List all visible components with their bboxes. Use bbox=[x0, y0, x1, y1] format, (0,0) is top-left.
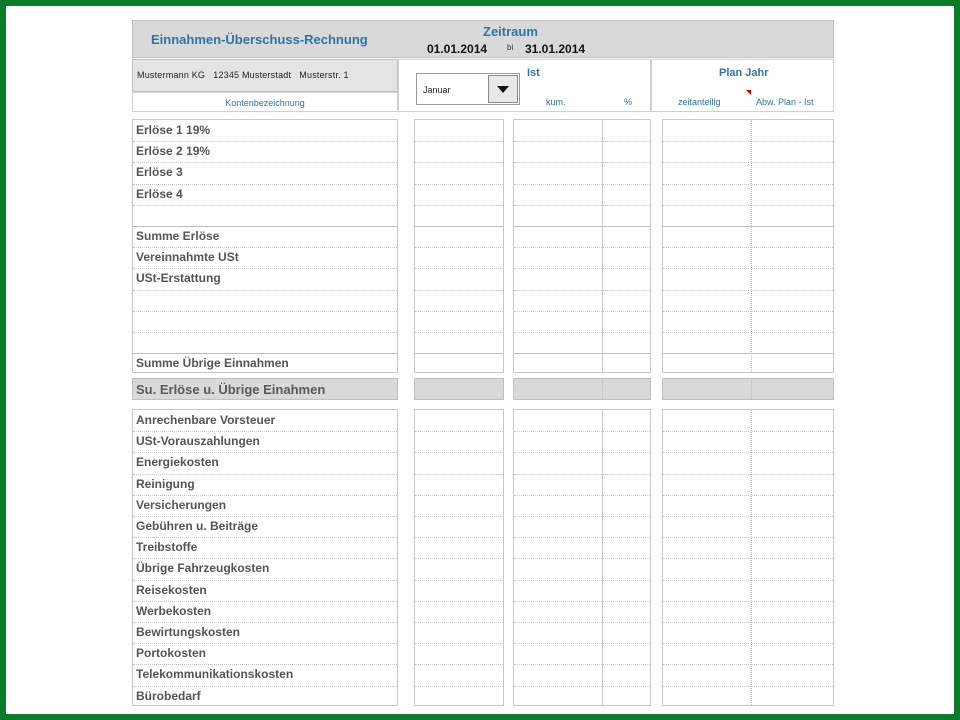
value-cell[interactable] bbox=[514, 452, 650, 473]
value-cell[interactable] bbox=[663, 622, 833, 643]
row-divider bbox=[133, 452, 397, 453]
value-cell[interactable] bbox=[514, 120, 650, 141]
value-cell[interactable] bbox=[663, 205, 833, 226]
row-divider bbox=[133, 311, 397, 312]
total-band-label-cell bbox=[132, 378, 398, 400]
row-divider bbox=[133, 353, 397, 354]
value-cell[interactable] bbox=[663, 268, 833, 289]
value-cell[interactable] bbox=[514, 247, 650, 268]
row-divider bbox=[133, 226, 397, 227]
kum-column bbox=[513, 409, 651, 706]
month-column bbox=[414, 119, 504, 373]
column-header-ist: Ist bbox=[527, 67, 540, 79]
row-divider bbox=[133, 332, 397, 333]
row-divider bbox=[133, 162, 397, 163]
row-divider bbox=[133, 141, 397, 142]
value-cell[interactable] bbox=[514, 537, 650, 558]
value-cell[interactable] bbox=[514, 141, 650, 162]
value-cell[interactable] bbox=[514, 410, 650, 431]
account-row-label[interactable]: Werbekosten bbox=[136, 603, 212, 618]
account-row-label[interactable]: Versicherungen bbox=[136, 497, 227, 512]
value-cell[interactable] bbox=[415, 268, 503, 289]
value-cell[interactable] bbox=[514, 622, 650, 643]
account-row-label[interactable]: Portokosten bbox=[136, 646, 207, 661]
value-cell[interactable] bbox=[415, 311, 503, 332]
account-row-label[interactable]: Übrige Fahrzeugkosten bbox=[136, 561, 270, 576]
kum-column bbox=[513, 119, 651, 373]
value-cell[interactable] bbox=[415, 226, 503, 247]
value-cell[interactable] bbox=[514, 268, 650, 289]
summary-row-label[interactable]: Summe Erlöse bbox=[136, 229, 220, 243]
month-column bbox=[414, 409, 504, 706]
month-dropdown[interactable] bbox=[416, 73, 520, 105]
value-cell[interactable] bbox=[415, 643, 503, 664]
column-header-kum: kum. bbox=[546, 97, 566, 107]
account-row-label[interactable]: Erlöse 4 bbox=[136, 186, 183, 201]
company-info bbox=[132, 59, 398, 92]
column-divider bbox=[751, 379, 752, 399]
date-separator: bi bbox=[507, 43, 514, 52]
value-cell[interactable] bbox=[514, 495, 650, 516]
value-cell[interactable] bbox=[415, 162, 503, 183]
value-cell[interactable] bbox=[663, 353, 833, 374]
value-cell[interactable] bbox=[415, 290, 503, 311]
value-cell[interactable] bbox=[514, 290, 650, 311]
value-cell[interactable] bbox=[415, 601, 503, 622]
row-divider bbox=[133, 686, 397, 687]
account-row-label[interactable]: Treibstoffe bbox=[136, 540, 198, 555]
row-divider bbox=[133, 247, 397, 248]
row-divider bbox=[133, 643, 397, 644]
value-cell[interactable] bbox=[663, 686, 833, 707]
total-band-cell[interactable] bbox=[513, 378, 651, 400]
value-cell[interactable] bbox=[514, 332, 650, 353]
row-divider bbox=[133, 516, 397, 517]
value-cell[interactable] bbox=[663, 643, 833, 664]
value-cell[interactable] bbox=[514, 580, 650, 601]
value-cell[interactable] bbox=[415, 580, 503, 601]
total-band-label: Su. Erlöse u. Übrige Einahmen bbox=[136, 382, 326, 397]
value-cell[interactable] bbox=[663, 537, 833, 558]
company-street: Musterstr. 1 bbox=[299, 70, 349, 80]
account-column bbox=[132, 119, 398, 373]
value-cell[interactable] bbox=[514, 205, 650, 226]
account-row-label[interactable]: Vereinnahmte USt bbox=[136, 250, 239, 265]
column-divider bbox=[602, 379, 603, 399]
value-cell[interactable] bbox=[415, 332, 503, 353]
row-divider bbox=[133, 474, 397, 475]
value-cell[interactable] bbox=[415, 622, 503, 643]
row-divider bbox=[133, 290, 397, 291]
value-cell[interactable] bbox=[415, 516, 503, 537]
value-cell[interactable] bbox=[415, 537, 503, 558]
row-divider bbox=[133, 580, 397, 581]
value-cell[interactable] bbox=[663, 120, 833, 141]
account-row-label[interactable]: Gebühren u. Beiträge bbox=[136, 519, 259, 533]
comment-indicator[interactable] bbox=[746, 90, 751, 95]
value-cell[interactable] bbox=[514, 558, 650, 579]
page-title: Einnahmen-Überschuss-Rechnung bbox=[151, 32, 368, 47]
value-cell[interactable] bbox=[415, 664, 503, 685]
column-header-percent: % bbox=[624, 97, 633, 107]
value-cell[interactable] bbox=[415, 247, 503, 268]
value-cell[interactable] bbox=[663, 410, 833, 431]
date-from-cell[interactable]: 01.01.2014 bbox=[427, 42, 488, 56]
row-divider bbox=[133, 268, 397, 269]
account-column bbox=[132, 409, 398, 706]
value-cell[interactable] bbox=[663, 495, 833, 516]
account-row-label[interactable]: Erlöse 1 19% bbox=[136, 123, 211, 137]
value-cell[interactable] bbox=[415, 141, 503, 162]
row-divider bbox=[133, 601, 397, 602]
account-row-label[interactable]: Energiekosten bbox=[136, 455, 219, 470]
value-cell[interactable] bbox=[663, 290, 833, 311]
value-cell[interactable] bbox=[514, 184, 650, 205]
value-cell[interactable] bbox=[415, 120, 503, 141]
value-cell[interactable] bbox=[514, 664, 650, 685]
column-header-abweichung: Abw. Plan - Ist bbox=[756, 97, 814, 107]
value-cell[interactable] bbox=[415, 686, 503, 707]
row-divider bbox=[133, 205, 397, 206]
account-row-label[interactable]: Erlöse 3 bbox=[136, 165, 183, 180]
account-row-label[interactable]: USt-Erstattung bbox=[136, 271, 221, 286]
row-divider bbox=[133, 622, 397, 623]
account-row-label[interactable]: Bürobedarf bbox=[136, 688, 201, 703]
chevron-down-icon bbox=[497, 86, 509, 93]
value-cell[interactable] bbox=[415, 205, 503, 226]
value-cell[interactable] bbox=[663, 332, 833, 353]
row-divider bbox=[133, 537, 397, 538]
row-divider bbox=[133, 495, 397, 496]
value-cell[interactable] bbox=[514, 226, 650, 247]
company-city: 12345 Musterstadt bbox=[213, 70, 292, 80]
value-cell[interactable] bbox=[514, 516, 650, 537]
column-header-zeitanteilig: zeitanteilig bbox=[678, 97, 721, 107]
value-cell[interactable] bbox=[663, 664, 833, 685]
value-cell[interactable] bbox=[663, 452, 833, 473]
value-cell[interactable] bbox=[415, 184, 503, 205]
value-cell[interactable] bbox=[415, 452, 503, 473]
value-cell[interactable] bbox=[415, 474, 503, 495]
plan-column bbox=[662, 409, 834, 706]
row-divider bbox=[133, 431, 397, 432]
value-cell[interactable] bbox=[514, 601, 650, 622]
value-cell[interactable] bbox=[663, 247, 833, 268]
dropdown-button[interactable] bbox=[488, 75, 518, 103]
value-cell[interactable] bbox=[663, 141, 833, 162]
value-cell[interactable] bbox=[663, 311, 833, 332]
plan-column bbox=[662, 119, 834, 373]
value-cell[interactable] bbox=[663, 580, 833, 601]
company-name: Mustermann KG bbox=[137, 70, 206, 80]
value-cell[interactable] bbox=[663, 162, 833, 183]
account-row-label[interactable]: USt-Vorauszahlungen bbox=[136, 434, 260, 449]
column-header-account: Kontenbezeichnung bbox=[132, 92, 398, 112]
value-cell[interactable] bbox=[663, 431, 833, 452]
account-row-label[interactable]: Erlöse 2 19% bbox=[136, 144, 211, 159]
value-cell[interactable] bbox=[415, 353, 503, 374]
value-cell[interactable] bbox=[514, 474, 650, 495]
value-cell[interactable] bbox=[415, 431, 503, 452]
spreadsheet bbox=[132, 20, 834, 710]
row-divider bbox=[133, 558, 397, 559]
value-cell[interactable] bbox=[514, 686, 650, 707]
row-divider bbox=[133, 184, 397, 185]
column-header-plan-jahr: Plan Jahr bbox=[719, 67, 769, 79]
value-cell[interactable] bbox=[514, 162, 650, 183]
value-cell[interactable] bbox=[663, 226, 833, 247]
date-to-cell[interactable]: 31.01.2014 bbox=[525, 42, 586, 56]
value-cell[interactable] bbox=[514, 353, 650, 374]
value-cell[interactable] bbox=[514, 431, 650, 452]
month-dropdown-value: Januar bbox=[423, 85, 451, 95]
value-cell[interactable] bbox=[663, 558, 833, 579]
zeitraum-label: Zeitraum bbox=[483, 24, 538, 39]
value-cell[interactable] bbox=[415, 558, 503, 579]
total-band-cell[interactable] bbox=[662, 378, 834, 400]
value-cell[interactable] bbox=[663, 516, 833, 537]
value-cell[interactable] bbox=[514, 643, 650, 664]
value-cell[interactable] bbox=[663, 601, 833, 622]
value-cell[interactable] bbox=[663, 474, 833, 495]
total-band-cell[interactable] bbox=[414, 378, 504, 400]
value-cell[interactable] bbox=[415, 410, 503, 431]
account-row-label[interactable]: Anrechenbare Vorsteuer bbox=[136, 413, 276, 427]
value-cell[interactable] bbox=[514, 311, 650, 332]
account-row-label[interactable]: Reisekosten bbox=[136, 582, 207, 597]
summary-row-label[interactable]: Summe Übrige Einnahmen bbox=[136, 356, 289, 371]
account-row-label[interactable]: Bewirtungskosten bbox=[136, 625, 241, 639]
row-divider bbox=[133, 664, 397, 665]
account-row-label[interactable]: Reinigung bbox=[136, 476, 195, 491]
value-cell[interactable] bbox=[663, 184, 833, 205]
account-row-label[interactable]: Telekommunikationskosten bbox=[136, 667, 294, 682]
value-cell[interactable] bbox=[415, 495, 503, 516]
header-bar bbox=[132, 20, 834, 58]
